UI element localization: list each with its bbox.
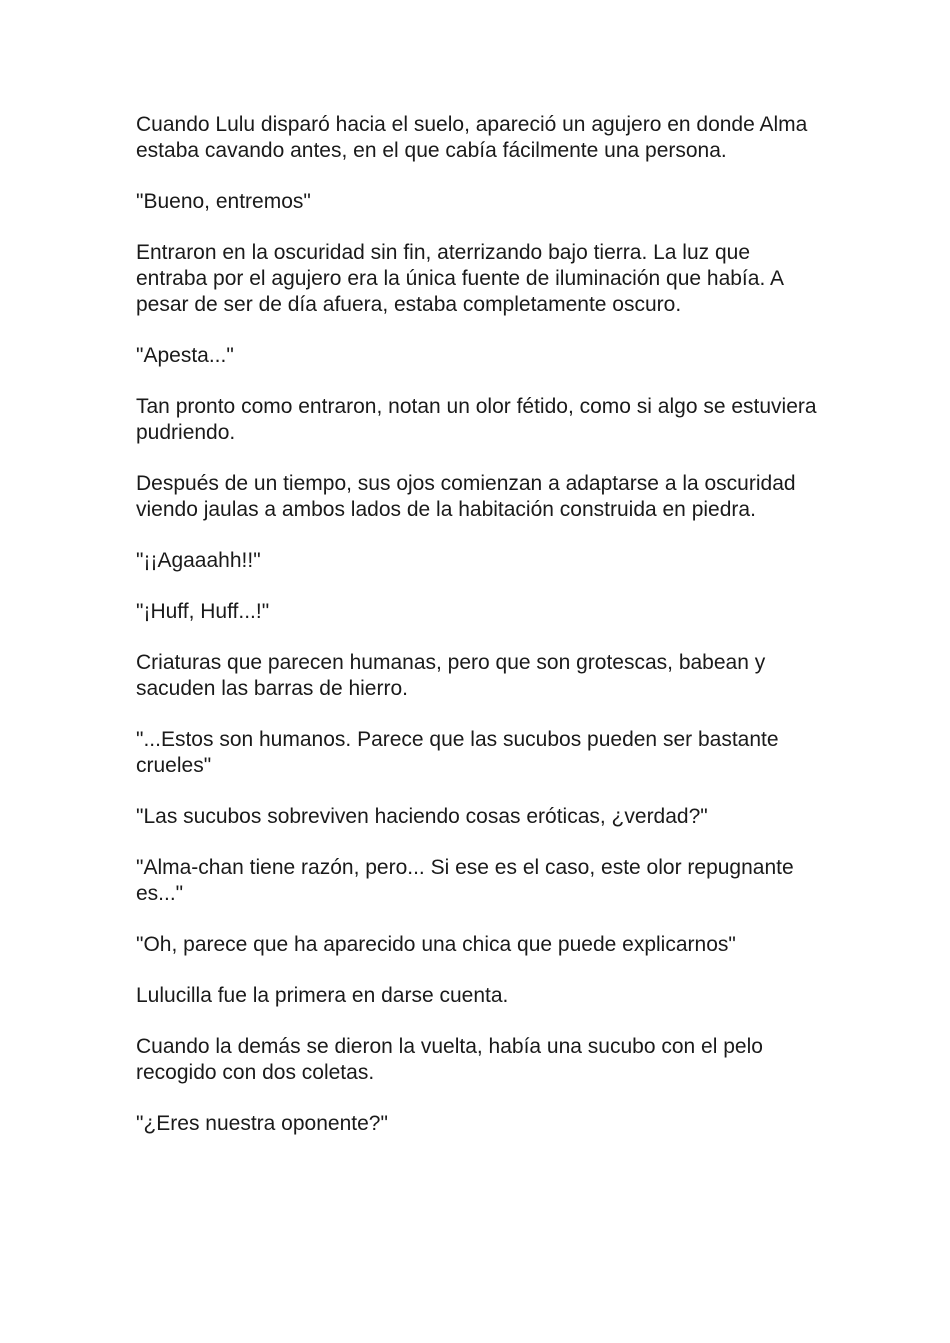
- paragraph-2: "Bueno, entremos": [136, 190, 311, 213]
- paragraph-12: "Alma-chan tiene razón, pero... Si ese es el caso, este olor repugnante es...": [136, 856, 794, 905]
- paragraph-16: "¿Eres nuestra oponente?": [136, 1112, 388, 1135]
- paragraph-4: "Apesta...": [136, 344, 234, 367]
- document-body: [136, 112, 826, 1162]
- paragraph-9: Criaturas que parecen humanas, pero que son grotescas, babean y sacuden las barras de hierro.: [136, 651, 766, 700]
- paragraph-15: Cuando la demás se dieron la vuelta, había una sucubo con el pelo recogido con dos coletas.: [136, 1035, 763, 1084]
- paragraph-11: "Las sucubos sobreviven haciendo cosas eróticas, ¿verdad?": [136, 805, 708, 828]
- paragraph-3: Entraron en la oscuridad sin fin, aterrizando bajo tierra. La luz que entraba por el agujero era la única fuente de iluminación que había. A pesar de ser de día afuera, estaba completamente oscuro.: [136, 241, 783, 316]
- paragraph-13: "Oh, parece que ha aparecido una chica que puede explicarnos": [136, 933, 736, 956]
- paragraph-6: Después de un tiempo, sus ojos comienzan a adaptarse a la oscuridad viendo jaulas a ambos lados de la habitación construida en piedra.: [136, 472, 796, 521]
- paragraph-5: Tan pronto como entraron, notan un olor fétido, como si algo se estuviera pudriendo.: [136, 395, 817, 444]
- paragraph-8: "¡Huff, Huff...!": [136, 600, 270, 623]
- paragraph-7: "¡¡Agaaahh!!": [136, 549, 261, 572]
- paragraph-1: Cuando Lulu disparó hacia el suelo, apareció un agujero en donde Alma estaba cavando antes, en el que cabía fácilmente una persona.: [136, 113, 808, 162]
- paragraph-10: "...Estos son humanos. Parece que las sucubos pueden ser bastante crueles": [136, 728, 779, 777]
- paragraph-14: Lulucilla fue la primera en darse cuenta.: [136, 984, 509, 1007]
